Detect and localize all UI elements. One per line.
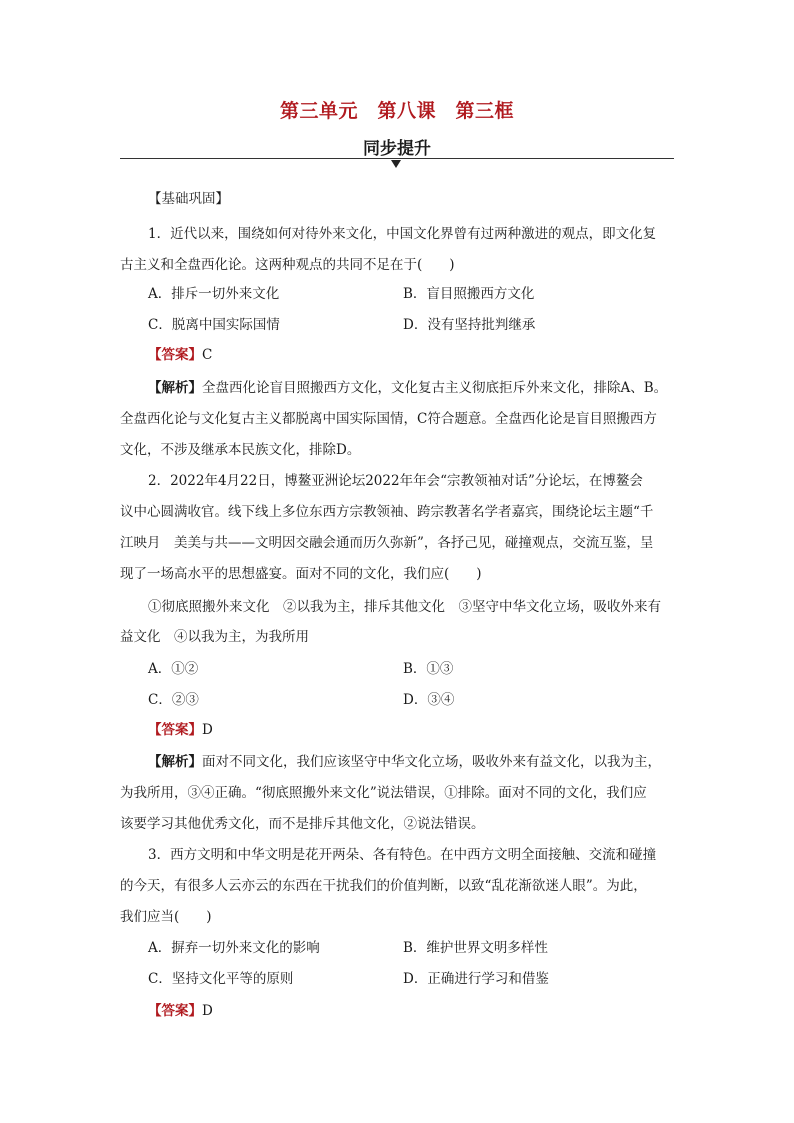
answer-tag: 【答案】 [148,347,202,363]
answer-value: D [202,1003,213,1019]
q1-analysis-line3: 文化，不涉及继承本民族文化，排除D。 [120,442,361,458]
q2-option-b: B．①③ [403,661,454,677]
section-label: 【基础巩固】 [148,191,229,207]
page-subtitle: 同步提升 [363,139,431,159]
title-divider [120,158,674,159]
q3-stem-line1: 3．西方文明和中华文明是花开两朵、各有特色。在中西方文明全面接触、交流和碰撞 [148,847,657,863]
q3-stem-line2: 的今天，有很多人云亦云的东西在干扰我们的价值判断，以致“乱花渐欲迷人眼”。为此， [120,878,647,894]
q1-option-a: A．排斥一切外来文化 [148,286,280,302]
q3-option-a: A．摒弃一切外来文化的影响 [148,940,320,956]
analysis-text: 全盘西化论盲目照搬西方文化，文化复古主义彻底拒斥外来文化，排除A、B。 [202,380,668,396]
q3-option-c: C．坚持文化平等的原则 [148,971,294,987]
q2-analysis-line2: 为我所用，③④正确。“彻底照搬外来文化”说法错误，①排除。面对不同的文化，我们应 [120,785,647,801]
q1-stem-line2: 古主义和全盘西化论。这两种观点的共同不足在于( ) [120,257,455,273]
q2-option-c: C．②③ [148,692,199,708]
q3-stem-line3: 我们应当( ) [120,909,212,925]
q1-option-b: B．盲目照搬西方文化 [403,286,535,302]
q1-option-c: C．脱离中国实际国情 [148,317,280,333]
q2-stem-line3: 江映月 美美与共——文明因交融会通而历久弥新”，各抒己见，碰撞观点，交流互鉴，呈 [120,535,654,551]
q1-answer [148,345,212,365]
q2-items-line1: ①彻底照搬外来文化 ②以我为主，排斥其他文化 ③坚守中华文化立场，吸收外来有 [148,599,661,615]
q2-stem-line4: 现了一场高水平的思想盛宴。面对不同的文化，我们应( ) [120,566,482,582]
q2-option-d: D．③④ [403,692,455,708]
q1-analysis-line2: 全盘西化论与文化复古主义都脱离中国实际国情，C符合题意。全盘西化论是盲目照搬西方 [120,411,657,427]
answer-value: D [202,722,213,738]
q2-answer [148,720,213,740]
analysis-tag: 【解析】 [148,380,202,396]
q2-analysis-line3: 该要学习其他优秀文化，而不是排斥其他文化，②说法错误。 [120,816,485,832]
triangle-down-icon [391,160,401,168]
answer-value: C [202,347,213,363]
q3-option-d: D．正确进行学习和借鉴 [403,971,549,987]
q2-items-line2: 益文化 ④以我为主，为我所用 [120,629,309,645]
answer-tag: 【答案】 [148,722,202,738]
q1-stem-line1: 1．近代以来，围绕如何对待外来文化，中国文化界曾有过两种激进的观点，即文化复 [148,226,657,242]
q2-stem-line2: 议中心圆满收官。线下线上多位东西方宗教领袖、跨宗教著名学者嘉宾，围绕论坛主题“千 [120,504,654,520]
q2-option-a: A．①② [148,661,199,677]
q1-option-d: D．没有坚持批判继承 [403,317,536,333]
q2-stem-line1: 2．2022年4月22日，博鳌亚洲论坛2022年年会“宗教领袖对话”分论坛，在博鳌会 [148,473,643,489]
q1-analysis-line1 [148,378,667,398]
analysis-text: 面对不同文化，我们应该坚守中华文化立场，吸收外来有益文化，以我为主， [202,754,661,770]
q3-answer [148,1001,213,1021]
answer-tag: 【答案】 [148,1003,202,1019]
q3-option-b: B．维护世界文明多样性 [403,940,548,956]
q2-analysis-line1 [148,752,661,772]
page-title: 第三单元 第八课 第三框 [279,100,514,122]
analysis-tag: 【解析】 [148,754,202,770]
